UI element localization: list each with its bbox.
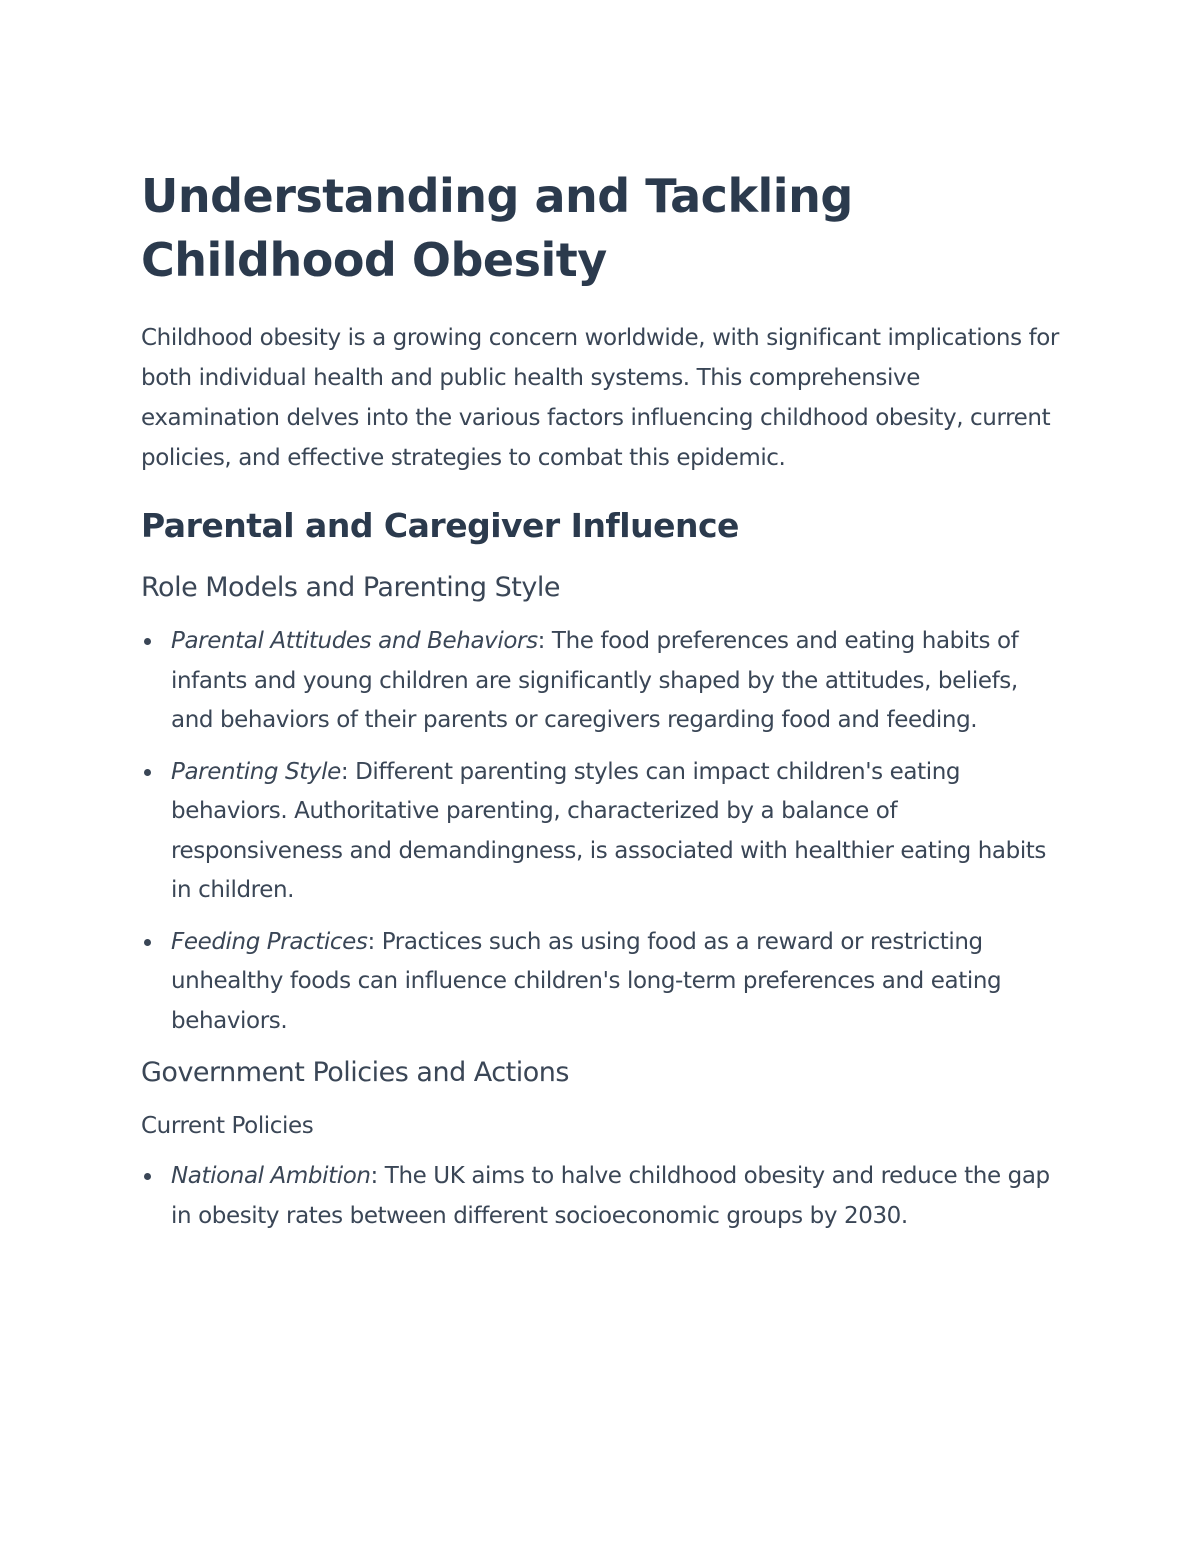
current-policies-list [141, 1157, 1061, 1236]
minor-heading-current-policies: Current Policies [141, 1113, 314, 1139]
list-item-text: : Different parenting styles can impact children's eating behaviors. Authoritative parenting, characterized by a balance of responsiveness and demandingness, is associated with healthier eating habits in children. [171, 758, 1047, 903]
subheading-role-models: Role Models and Parenting Style [141, 572, 560, 603]
intro-paragraph: Childhood obesity is a growing concern worldwide, with significant implications for both individual health and public health systems. This comprehensive examination delves into the various factors influencing childhood obesity, current policies, and effective strategies to combat this epidemic. [141, 325, 1059, 471]
list-item-text: : The UK aims to halve childhood obesity and reduce the gap in obesity rates between different socioeconomic groups by 2030. [171, 1163, 1050, 1229]
bullet-icon [144, 1173, 151, 1180]
role-models-list [141, 622, 1061, 1041]
list-item [141, 923, 1061, 1042]
list-item-term: Parenting Style [171, 758, 341, 785]
subheading-government-policies: Government Policies and Actions [141, 1057, 569, 1088]
document-page [141, 164, 1061, 1248]
bullet-icon [144, 939, 151, 946]
list-item [141, 753, 1061, 911]
list-item-text: : The food preferences and eating habits of infants and young children are significantly shaped by the attitudes, beliefs, and behaviors of their parents or caregivers regarding food and feeding. [171, 628, 1019, 733]
section-heading-parental-influence: Parental and Caregiver Influence [141, 506, 739, 545]
list-item-text: : Practices such as using food as a reward or restricting unhealthy foods can influence children's long-term preferences and eating behaviors. [171, 928, 1002, 1034]
bullet-icon [144, 769, 151, 776]
list-item-term: Feeding Practices [171, 928, 368, 955]
list-item-term: National Ambition [171, 1163, 371, 1189]
bullet-icon [144, 638, 151, 645]
list-item-term: Parental Attitudes and Behaviors [171, 628, 538, 654]
list-item [141, 1157, 1061, 1236]
document-title: Understanding and Tackling Childhood Obesity [141, 169, 853, 287]
list-item [141, 622, 1061, 741]
